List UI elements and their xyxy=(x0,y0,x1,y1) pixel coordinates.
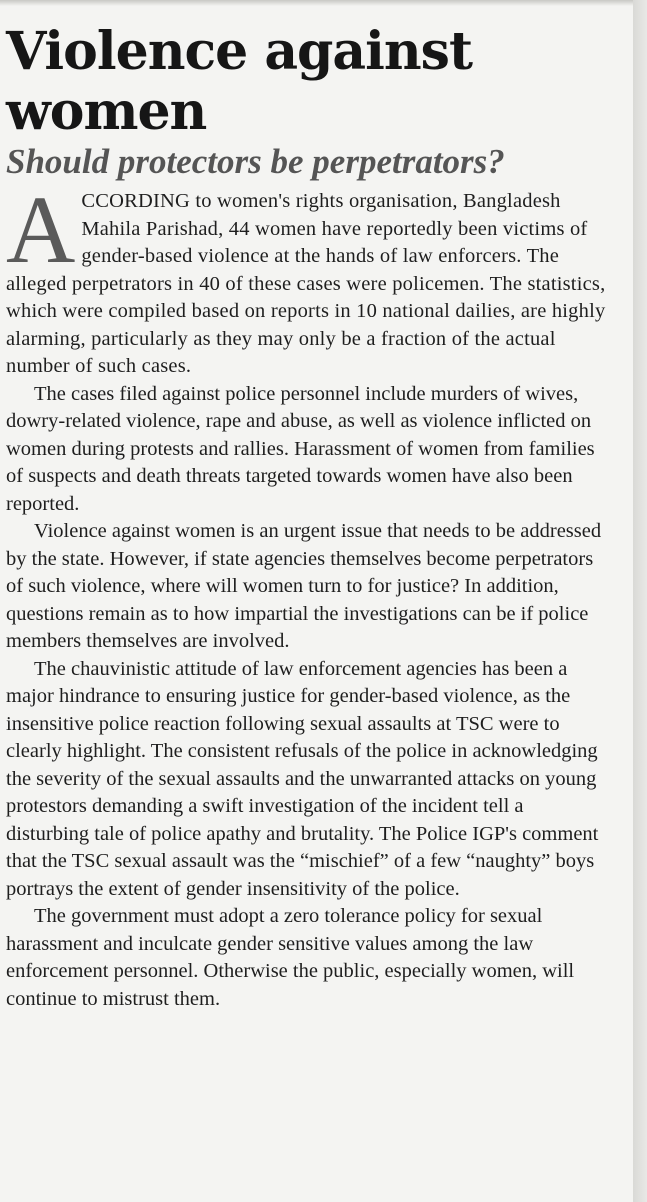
article xyxy=(6,22,606,1013)
paragraph-2: The cases filed against police personnel include murders of wives, dowry-related violence, rape and abuse, as well as violence inflicted on women during protests and rallies. Harassment of women from families of suspects and death threats targeted towards women have also been reported. xyxy=(6,382,595,515)
paragraph-4: The chauvinistic attitude of law enforcement agencies has been a major hindrance to ensuring justice for gender-based violence, as the insensitive police reaction following sexual assaults at TSC were to clearly highlight. The consistent refusals of the police in acknowledging the severity of the sexual assaults and the unwarranted attacks on young protestors demanding a swift investigation of the incident tell a disturbing tale of police apathy and brutality. The Police IGP's comment that the TSC sexual assault was the “mischief” of a few “naughty” boys portrays the extent of gender insensitivity of the police. xyxy=(6,657,599,900)
drop-cap: A xyxy=(6,176,76,283)
top-edge-shadow xyxy=(0,0,647,6)
article-body xyxy=(6,176,606,1013)
paragraph-1 xyxy=(6,176,606,381)
paragraph-3: Violence against women is an urgent issue that needs to be addressed by the state. However, if state agencies themselves become perpetrators of such violence, where will women turn to for justice? In addition, questions remain as to how impartial the investigations can be if police members themselves are involved. xyxy=(6,520,602,652)
paragraph-1-text: CCORDING to women's rights organisation, Bangladesh Mahila Parishad, 44 women have reportedly been victims of gender-based violence at the hands of law enforcers. The alleged perpetrators in 40 of these cases were policemen. The statistics, which were compiled based on reports in 10 national dailies, are highly alarming, particularly as they may only be a fraction of the actual number of such cases. xyxy=(6,190,606,377)
page-margin xyxy=(633,0,647,1202)
paragraph-5: The government must adopt a zero tolerance policy for sexual harassment and inculcate gender sensitive values among the law enforcement personnel. Otherwise the public, especially women, will continue to mistrust them. xyxy=(6,905,575,1010)
subheadline: Should protectors be perpetrators? xyxy=(6,142,505,181)
headline: Violence against women xyxy=(6,21,472,142)
